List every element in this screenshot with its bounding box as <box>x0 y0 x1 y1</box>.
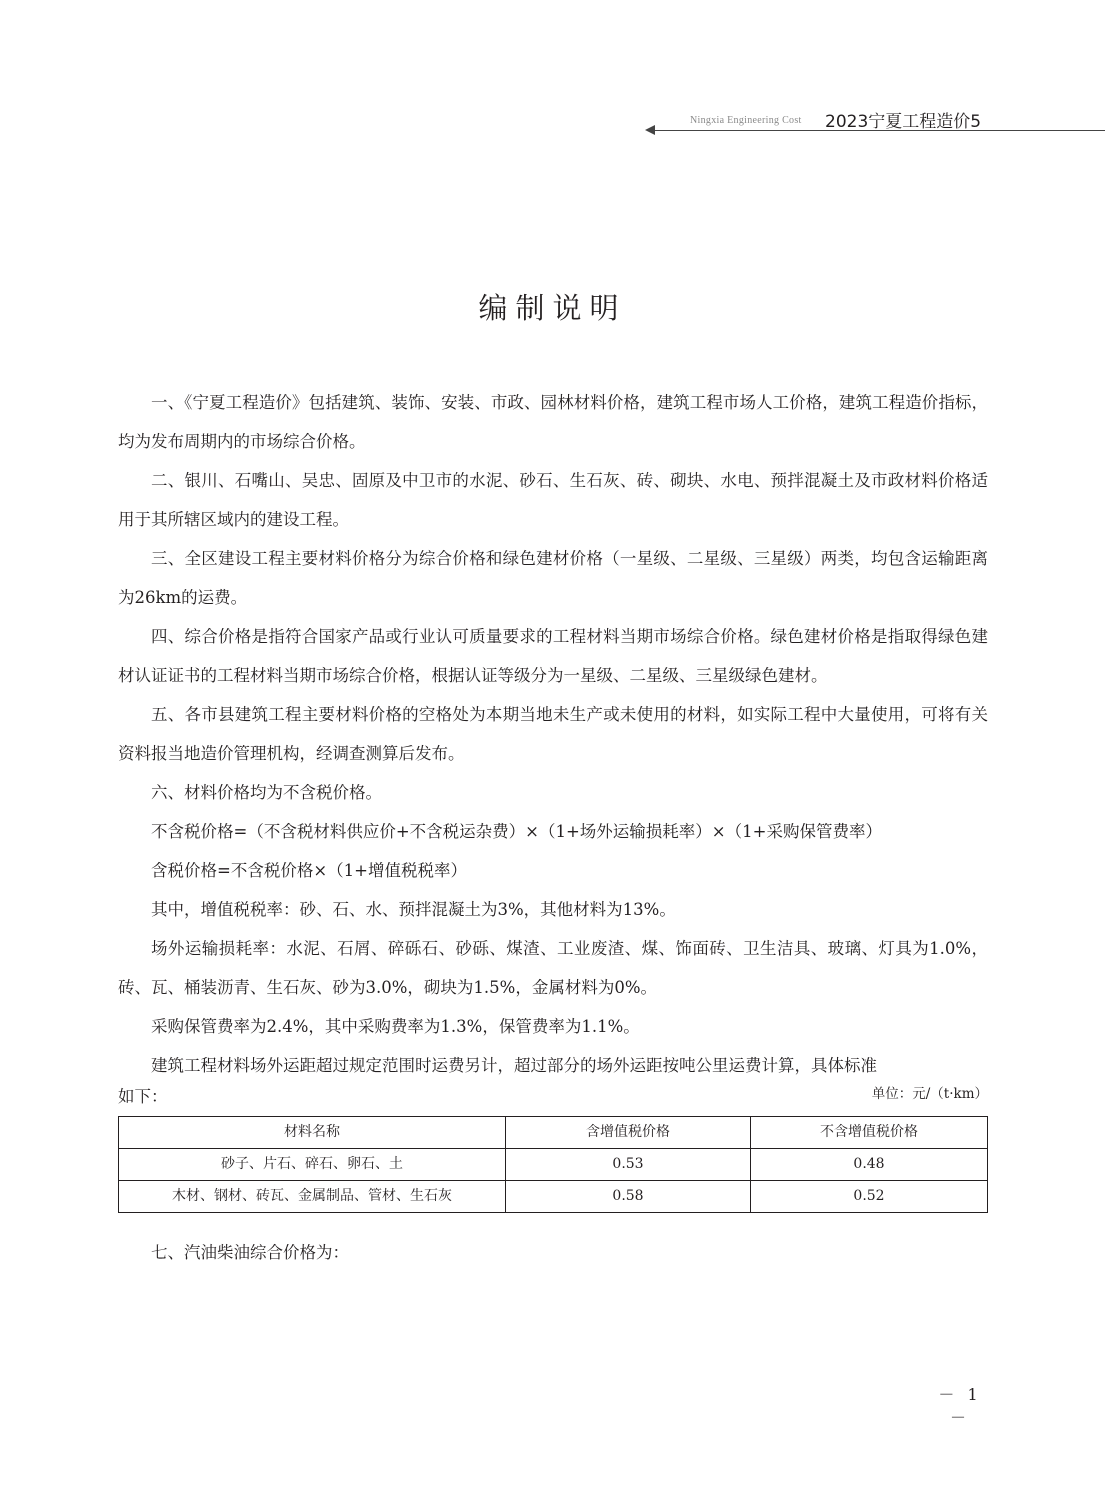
table-caption-row <box>118 1085 988 1116</box>
formula-taxed-price: 含税价格=不含税价格×（1+增值税税率） <box>151 861 467 880</box>
paragraph-6: 六、材料价格均为不含税价格。 <box>151 783 382 802</box>
table-cell: 0.53 <box>506 1149 751 1181</box>
table-header-row <box>119 1117 988 1149</box>
column-header-with-vat: 含增值税价格 <box>506 1117 751 1149</box>
transport-loss-rates: 场外运输损耗率：水泥、石屑、碎砾石、砂砾、煤渣、工业废渣、煤、饰面砖、卫生洁具、玻璃、灯具为1.0%，砖、瓦、桶装沥青、生石灰、砂为3.0%，砌块为1.5%，金属材料为0%。 <box>118 939 988 997</box>
table-cell: 木材、钢材、砖瓦、金属制品、管材、生石灰 <box>119 1181 506 1213</box>
formula-untaxed-price: 不含税价格=（不含税材料供应价+不含税运杂费）×（1+场外运输损耗率）×（1+采购保管费率） <box>151 822 882 841</box>
table-cell: 0.52 <box>751 1181 988 1213</box>
freight-note-end: 如下： <box>118 1087 168 1106</box>
paragraph-2: 二、银川、石嘴山、吴忠、固原及中卫市的水泥、砂石、生石灰、砖、砌块、水电、预拌混凝土及市政材料价格适用于其所辖区域内的建设工程。 <box>118 471 988 529</box>
page-number: － 1 － <box>938 1385 982 1427</box>
paragraph-7: 七、汽油柴油综合价格为： <box>151 1243 349 1262</box>
header-title: 2023宁夏工程造价5 <box>825 112 982 132</box>
paragraph-5: 五、各市县建筑工程主要材料价格的空格处为本期当地未生产或未使用的材料，如实际工程中大量使用，可将有关资料报当地造价管理机构，经调查测算后发布。 <box>118 705 988 763</box>
table-cell: 0.58 <box>506 1181 751 1213</box>
column-header-without-vat: 不含增值税价格 <box>751 1117 988 1149</box>
table-cell: 砂子、片石、碎石、卵石、土 <box>119 1149 506 1181</box>
column-header-material: 材料名称 <box>119 1117 506 1149</box>
paragraph-4: 四、综合价格是指符合国家产品或行业认可质量要求的工程材料当期市场综合价格。绿色建材价格是指取得绿色建材认证证书的工程材料当期市场综合价格，根据认证等级分为一星级、二星级、三星级绿色建材。 <box>118 627 988 685</box>
storage-fee-rates: 采购保管费率为2.4%，其中采购费率为1.3%，保管费率为1.1%。 <box>151 1017 640 1036</box>
table-row <box>119 1181 988 1213</box>
paragraph-1: 一、《宁夏工程造价》包括建筑、装饰、安装、市政、园林材料价格，建筑工程市场人工价格，建筑工程造价指标，均为发布周期内的市场综合价格。 <box>118 393 988 451</box>
unit-label: 单位：元/（t·km） <box>871 1086 988 1102</box>
header-rule <box>653 130 1105 131</box>
table-row <box>119 1149 988 1181</box>
table-cell: 0.48 <box>751 1149 988 1181</box>
header-subtitle: Ningxia Engineering Cost <box>690 115 802 126</box>
vat-rates: 其中，增值税税率：砂、石、水、预拌混凝土为3%，其他材料为13%。 <box>151 900 676 919</box>
body-text <box>118 383 988 1272</box>
freight-note: 建筑工程材料场外运距超过规定范围时运费另计，超过部分的场外运距按吨公里运费计算，具体标准 <box>151 1056 877 1075</box>
running-header <box>645 106 1105 136</box>
freight-rate-table <box>118 1116 988 1213</box>
paragraph-3: 三、全区建设工程主要材料价格分为综合价格和绿色建材价格（一星级、二星级、三星级）两类，均包含运输距离为26km的运费。 <box>118 549 988 607</box>
page-title: 编制说明 <box>478 291 627 325</box>
